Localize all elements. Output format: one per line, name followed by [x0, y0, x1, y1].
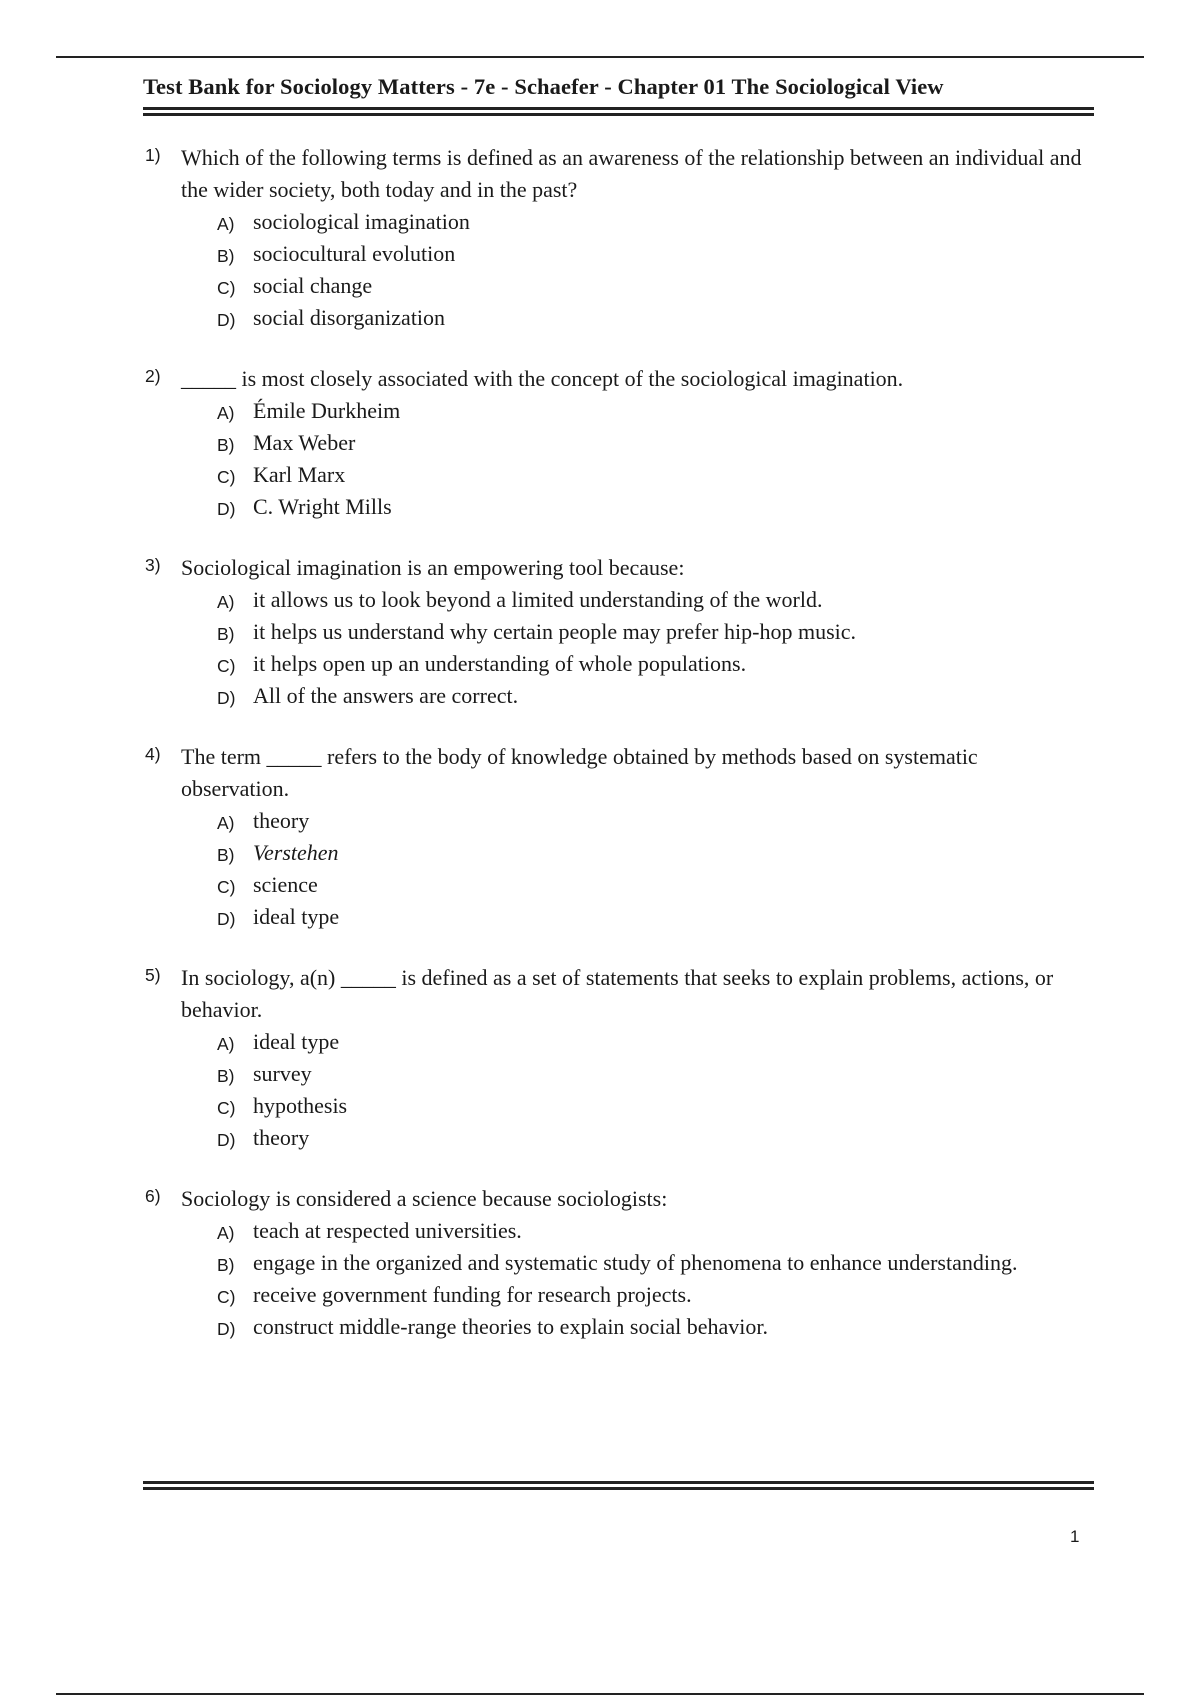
option-letter: A)	[217, 813, 235, 833]
question-number: 1)	[145, 145, 161, 165]
option-text: construct middle-range theories to explain social behavior.	[253, 1314, 769, 1339]
page-top-rule	[56, 56, 1144, 58]
option-letter: B)	[217, 435, 235, 455]
question-number: 6)	[145, 1186, 161, 1206]
answer-option	[181, 1247, 1083, 1279]
option-text: All of the answers are correct.	[253, 683, 519, 708]
option-text: science	[253, 872, 318, 897]
option-letter: D)	[217, 499, 236, 519]
option-text: receive government funding for research projects.	[253, 1282, 692, 1307]
answer-option	[181, 837, 1083, 869]
header-double-rule	[143, 107, 1094, 116]
answer-options	[181, 395, 1083, 523]
question-number: 2)	[145, 366, 161, 386]
option-letter: A)	[217, 1034, 235, 1054]
option-text: survey	[253, 1061, 312, 1086]
question-item	[143, 962, 1083, 1154]
option-text: Verstehen	[253, 840, 339, 865]
option-text: ideal type	[253, 1029, 340, 1054]
page-number: 1	[1070, 1527, 1080, 1546]
answer-option	[181, 901, 1083, 933]
answer-options	[181, 1026, 1083, 1154]
question-text: Which of the following terms is defined as an awareness of the relationship between an individual and the wider society, both today and in the past?	[181, 145, 1082, 202]
option-text: theory	[253, 1125, 310, 1150]
question-item	[143, 142, 1083, 334]
option-letter: D)	[217, 909, 236, 929]
option-letter: A)	[217, 592, 235, 612]
option-letter: C)	[217, 1098, 236, 1118]
question-number: 3)	[145, 555, 161, 575]
option-letter: C)	[217, 278, 236, 298]
option-letter: B)	[217, 624, 235, 644]
question-item	[143, 1183, 1083, 1343]
answer-options	[181, 584, 1083, 712]
option-text: social change	[253, 273, 373, 298]
option-letter: C)	[217, 467, 236, 487]
option-text: social disorganization	[253, 305, 446, 330]
option-letter: C)	[217, 656, 236, 676]
footer-double-rule	[143, 1481, 1094, 1490]
option-text: engage in the organized and systematic study of phenomena to enhance understanding.	[253, 1250, 1018, 1275]
option-letter: D)	[217, 1130, 236, 1150]
option-text: C. Wright Mills	[253, 494, 392, 519]
option-letter: B)	[217, 246, 235, 266]
page-bottom-rule	[56, 1693, 1144, 1695]
option-letter: B)	[217, 1255, 235, 1275]
answer-option	[181, 1311, 1083, 1343]
option-letter: D)	[217, 688, 236, 708]
answer-option	[181, 1026, 1083, 1058]
question-text: _____ is most closely associated with the concept of the sociological imagination.	[181, 366, 904, 391]
answer-options	[181, 805, 1083, 933]
question-list	[143, 142, 1083, 1372]
question-item	[143, 552, 1083, 712]
answer-option	[181, 459, 1083, 491]
answer-option	[181, 616, 1083, 648]
answer-option	[181, 648, 1083, 680]
answer-option	[181, 1058, 1083, 1090]
question-number: 4)	[145, 744, 161, 764]
option-text: hypothesis	[253, 1093, 348, 1118]
option-letter: C)	[217, 1287, 236, 1307]
question-number: 5)	[145, 965, 161, 985]
answer-option	[181, 584, 1083, 616]
answer-option	[181, 270, 1083, 302]
answer-option	[181, 395, 1083, 427]
answer-option	[181, 206, 1083, 238]
option-text: teach at respected universities.	[253, 1218, 522, 1243]
option-text: sociological imagination	[253, 209, 470, 234]
question-text: Sociology is considered a science because sociologists:	[181, 1186, 668, 1211]
option-text: it helps open up an understanding of whole populations.	[253, 651, 747, 676]
question-text: Sociological imagination is an empowering tool because:	[181, 555, 685, 580]
answer-option	[181, 1090, 1083, 1122]
answer-options	[181, 206, 1083, 334]
option-letter: D)	[217, 1319, 236, 1339]
option-letter: D)	[217, 310, 236, 330]
answer-option	[181, 1215, 1083, 1247]
document-title: Test Bank for Sociology Matters - 7e - Schaefer - Chapter 01 The Sociological View	[143, 74, 944, 99]
answer-option	[181, 238, 1083, 270]
option-letter: B)	[217, 845, 235, 865]
answer-option	[181, 302, 1083, 334]
option-text: theory	[253, 808, 310, 833]
question-text: The term _____ refers to the body of knowledge obtained by methods based on systematic observation.	[181, 744, 978, 801]
answer-options	[181, 1215, 1083, 1343]
question-item	[143, 741, 1083, 933]
document-header	[143, 74, 1094, 116]
answer-option	[181, 680, 1083, 712]
answer-option	[181, 869, 1083, 901]
answer-option	[181, 1279, 1083, 1311]
option-text: ideal type	[253, 904, 340, 929]
question-item	[143, 363, 1083, 523]
option-text: sociocultural evolution	[253, 241, 456, 266]
option-text: Max Weber	[253, 430, 356, 455]
option-letter: C)	[217, 877, 236, 897]
question-text: In sociology, a(n) _____ is defined as a set of statements that seeks to explain problems, actions, or behavior.	[181, 965, 1054, 1022]
option-text: Karl Marx	[253, 462, 346, 487]
option-letter: A)	[217, 214, 235, 234]
answer-option	[181, 491, 1083, 523]
option-text: Émile Durkheim	[253, 398, 401, 423]
option-text: it allows us to look beyond a limited understanding of the world.	[253, 587, 823, 612]
option-letter: B)	[217, 1066, 235, 1086]
answer-option	[181, 427, 1083, 459]
option-letter: A)	[217, 1223, 235, 1243]
answer-option	[181, 805, 1083, 837]
option-text: it helps us understand why certain people may prefer hip-hop music.	[253, 619, 857, 644]
answer-option	[181, 1122, 1083, 1154]
option-letter: A)	[217, 403, 235, 423]
